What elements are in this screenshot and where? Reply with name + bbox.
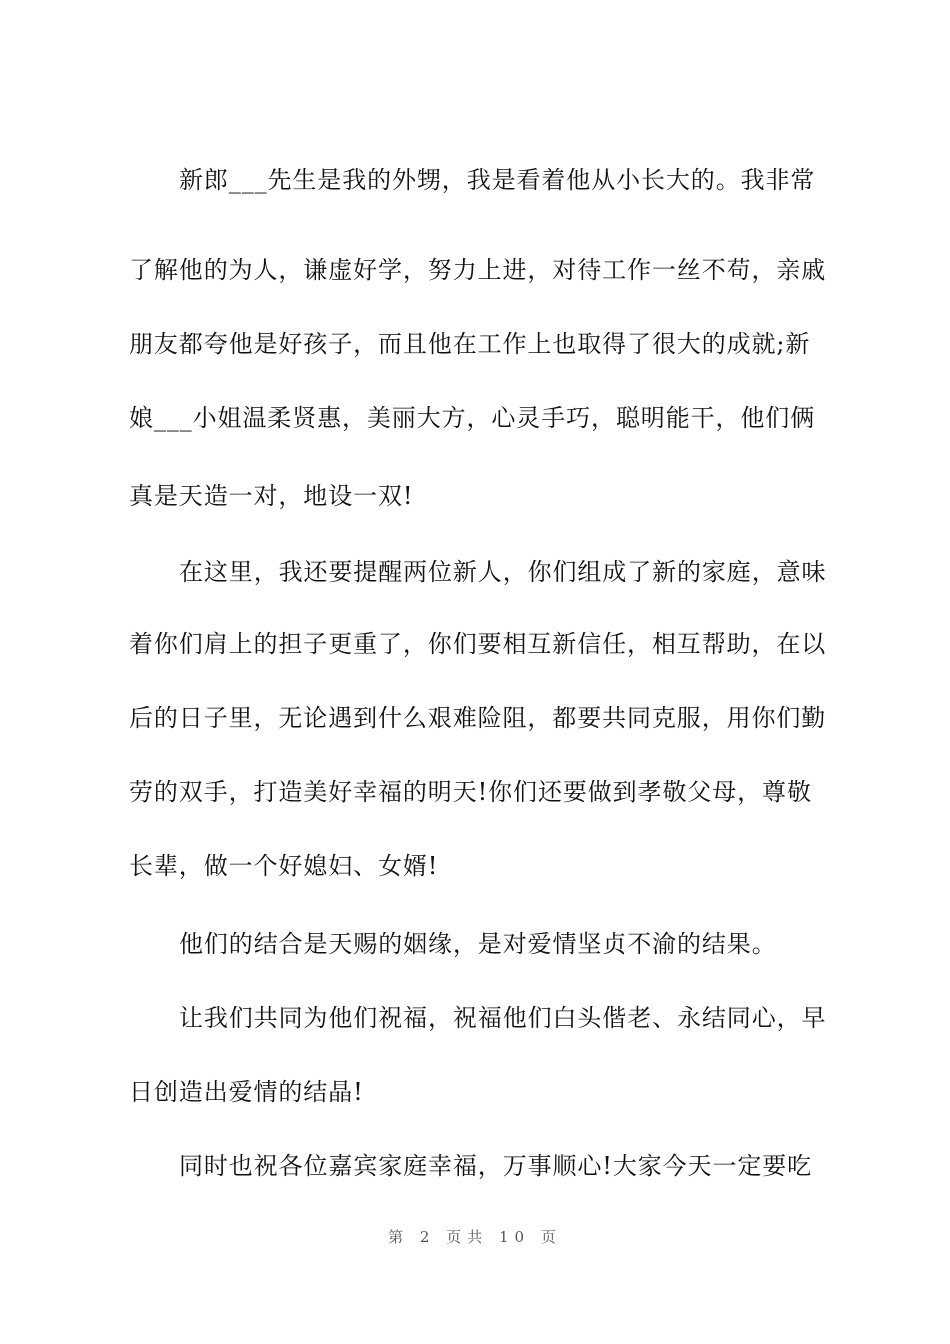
text-line: 朋友都夸他是好孩子，而且他在工作上也取得了很大的成就;新 [129,330,811,358]
text-line: 在这里，我还要提醒两位新人，你们组成了新的家庭，意味 [179,558,827,586]
text-line: 后的日子里，无论遇到什么艰难险阻，都要共同克服，用你们勤 [129,704,827,732]
text-line: 他们的结合是天赐的姻缘，是对爱情坚贞不渝的结果。 [179,930,777,958]
text-line: 了解他的为人，谦虚好学，努力上进，对待工作一丝不苟，亲戚 [129,256,827,284]
text-line: 劳的双手，打造美好幸福的明天!你们还要做到孝敬父母，尊敬 [129,778,812,806]
text-line: 着你们肩上的担子更重了，你们要相互新信任，相互帮助，在以 [129,630,827,658]
text-line: 新郎___先生是我的外甥，我是看着他从小长大的。我非常 [179,166,816,194]
text-line: 同时也祝各位嘉宾家庭幸福，万事顺心!大家今天一定要吃 [179,1152,813,1180]
text-line: 娘___小姐温柔贤惠，美丽大方，心灵手巧，聪明能干，他们俩 [129,404,816,432]
text-line: 长辈，做一个好媳妇、女婿! [129,852,439,880]
text-line: 真是天造一对，地设一双! [129,482,414,510]
text-line: 日创造出爱情的结晶! [129,1078,364,1106]
text-line: 让我们共同为他们祝福，祝福他们白头偕老、永结同心，早 [179,1004,827,1032]
page-number-footer: 第 2 页共 10 页 [388,1228,562,1246]
